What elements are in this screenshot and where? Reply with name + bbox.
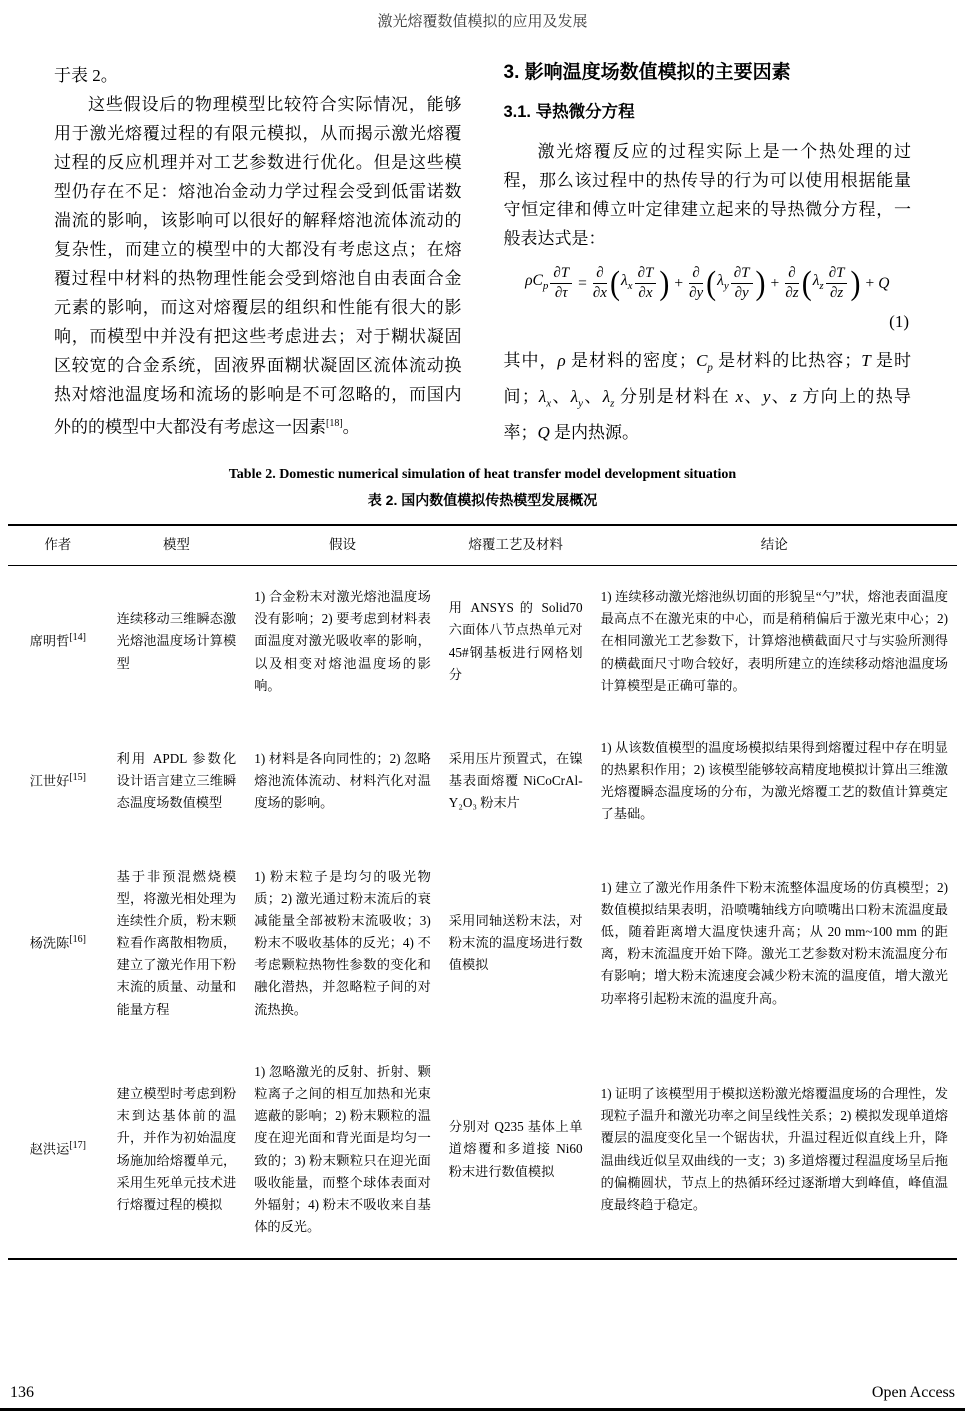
fraction: $\frac{\partial}{\partial z}$ (785, 265, 799, 302)
model-cell: 基于非预混燃烧模型，将激光相处理为连续性介质，粉末颗粒看作离散相物质，建立了激光作用下粉末流的质量、动量和能量方程 (116, 868, 237, 1017)
conclusion-cell: 1) 证明了该模型用于模拟送粉激光熔覆温度场的合理性，发现粒子温升和激光功率之间呈线性关系；2) 模拟发现单道熔覆层的温度变化呈一个锯齿状，升温过程近似直线上升，降温曲线近似呈双曲线的一支；3) 多道熔覆过程温度场呈后拖的偏椭圆状，节点上的热循环经过逐渐增大到峰值，峰值温度最终趋于稳定。 (600, 1086, 948, 1212)
model-cell: 建立模型时考虑到粉末到达基体前的温升，并作为初始温度场施加给熔覆单元，采用生死单元技术进行熔覆过程的模拟 (116, 1086, 237, 1212)
footer-rule (0, 1408, 965, 1414)
process-cell: 采用压片预置式，在镍基表面熔覆 NiCoCrAl-Y₂O₃ 粉末片 (448, 751, 583, 811)
col-header-author: 作者 (8, 525, 108, 565)
right-paren: ) (659, 264, 670, 302)
paragraph: 这些假设后的物理模型比较符合实际情况，能够用于激光熔覆过程的有限元模拟，从而揭示激光熔覆过程的反应机理并对工艺参数进行优化。但是这些模型仍存在不足：熔池冶金动力学过程会受到低雷诺数湍流的影响，该影响可以很好的解释熔池流体流动的复杂性，而建立的模型中的大都没有考虑这点；在熔覆过程中材料的热物理性能会受到熔池自由表面合金元素的影响，而这对熔覆层的组织和性能有很大的影响，而模型中并没有把这些考虑进去；对于糊状凝固区较宽的合金系统，固液界面糊状凝固区流体流动换热对熔池温度场和流场的影响是不可忽略的，而国内外的的模型中大都没有考虑这一因素[18]。 (54, 95, 462, 437)
fraction: $\frac{\partial}{\partial y}$ (689, 265, 704, 302)
citation-ref: [14] (69, 632, 86, 644)
results-table (8, 524, 957, 1260)
model-cell: 连续移动三维瞬态激光熔池温度场计算模型 (116, 611, 237, 671)
table-caption (54, 467, 911, 510)
left-paren: ( (706, 264, 717, 302)
fraction: $\frac{\partial T}{\partial y}$ (731, 265, 753, 303)
assumptions-cell: 1) 材料是各向同性的；2) 忽略熔池流体流动、材料汽化对温度场的影响。 (254, 751, 431, 811)
table-row (8, 1041, 957, 1259)
assumptions-cell: 1) 粉末粒子是均匀的吸光物质；2) 激光通过粉末流后的衰减能量全部被粉末流吸收；3) 粉末不吸收基体的反光；4) 不考虑颗粒热物性参数的变化和融化潜热，并忽略粒子间的对流热换。 (254, 868, 431, 1017)
left-column (54, 61, 462, 447)
table-row (8, 566, 957, 717)
citation-ref: [15] (69, 772, 86, 783)
col-header-assumptions: 假设 (245, 525, 440, 565)
table-section (0, 510, 965, 1260)
assumptions-cell: 1) 合金粉末对激光熔池温度场没有影响；2) 要考虑到材料表面温度对激光吸收率的影响，以及相变对熔池温度场的影响。 (254, 589, 431, 693)
right-paren: ) (755, 264, 766, 302)
section-title: 3. 影响温度场数值模拟的主要因素 (503, 62, 791, 83)
author-cell: 江世好[15] (29, 772, 86, 789)
fraction: $\frac{\partial T}{\partial\tau}$ (550, 265, 572, 303)
paragraph-continuation: 于表 2。 (54, 66, 118, 85)
right-column (504, 61, 912, 447)
citation-ref: [17] (69, 1140, 86, 1152)
right-paren: ) (850, 264, 861, 302)
main-content (0, 31, 965, 510)
citation-ref: [18] (326, 418, 343, 429)
col-header-model: 模型 (108, 525, 246, 565)
citation-ref: [16] (69, 933, 86, 945)
process-cell: 用 ANSYS 的 Solid70 六面体八节点热单元对45#钢基板进行网格划分 (448, 600, 583, 682)
subsection-title: 3.1. 导热微分方程 (503, 102, 635, 121)
author-cell: 席明哲[14] (29, 632, 86, 649)
col-header-process: 熔覆工艺及材料 (440, 525, 592, 565)
heat-equation: $\rho C_p$ $\frac{\partial T}{\partial\tau}$ = $\frac{\partial}{\partial x}$ ( $\lambda_x$ $\frac{\partial T}{\partial x}$ ) + $\frac{\partial}{\partial y}$ ( $\lambda_y$ $\frac{\partial T}{\partial y}$ ) + $\frac{\partial}{\partial z}$ ( $\lambda_z$ $\frac{\partial T}{\partial z}$ ) + Q (525, 264, 890, 302)
author-cell: 杨洗陈[16] (29, 933, 86, 951)
col-header-conclusion: 结论 (592, 525, 957, 565)
fraction: $\frac{\partial T}{\partial z}$ (826, 265, 848, 303)
table-caption-en: Table 2. Domestic numerical simulation of heat transfer model development situation (228, 467, 737, 483)
assumptions-cell: 1) 忽略激光的反射、折射、颗粒离子之间的相互加热和光束遮蔽的影响；2) 粉末颗粒的温度在迎光面和背光面是均匀一致的；3) 粉末颗粒只在迎光面吸收能量，而整个球体表面对外辐射；4) 粉末不吸收来自基体的反光。 (254, 1063, 431, 1235)
table-row (8, 717, 957, 846)
page-footer (0, 1384, 965, 1414)
table-caption-cn: 表 2. 国内数值模拟传热模型发展概况 (367, 492, 598, 509)
page-number: 136 (10, 1384, 34, 1401)
fraction: $\frac{\partial}{\partial x}$ (592, 265, 607, 302)
conclusion-cell: 1) 建立了激光作用条件下粉末流整体温度场的仿真模型；2) 数值模拟结果表明，沿喷嘴轴线方向喷嘴出口粉末流温度最低，随着距离增大温度快速升高；从 20 mm~100 mm 的距离，粉末流温度开始下降。激光工艺参数对粉末流温度分布有影响；增大粉末流速度会减少粉末流的温度值，增大激光功率将引起粉末流的温度升高。 (600, 879, 948, 1006)
left-paren: ( (609, 264, 620, 302)
process-cell: 采用同轴送粉末法，对粉末流的温度场进行数值模拟 (448, 912, 583, 973)
fraction: $\frac{\partial T}{\partial x}$ (635, 265, 657, 303)
table-header-row (8, 525, 957, 565)
left-paren: ( (801, 264, 812, 302)
conclusion-cell: 1) 连续移动激光熔池纵切面的形貌呈“勺”状，熔池表面温度最高点不在激光束的中心，而是稍稍偏后于激光束中心；2) 在相同激光工艺参数下，计算熔池横截面尺寸与实验所测得的横截面尺寸吻合较好，表明所建立的连续移动熔池温度场计算模型是正确可靠的。 (600, 589, 948, 693)
running-head: 激光熔覆数值模拟的应用及发展 (377, 14, 588, 30)
model-cell: 利用 APDL 参数化设计语言建立三维瞬态温度场数值模型 (116, 751, 237, 811)
author-cell: 赵洪运[17] (29, 1140, 86, 1157)
open-access-label: Open Access (871, 1384, 955, 1401)
paragraph: 激光熔覆反应的过程实际上是一个热处理的过程，那么该过程中的热传导的行为可以使用根据能量守恒定律和傅立叶定律建立起来的导热微分方程，一般表达式是： (503, 142, 911, 249)
equation-number: (1) (889, 311, 909, 331)
conclusion-cell: 1) 从该数值模型的温度场模拟结果得到熔覆过程中存在明显的热累积作用；2) 该模型能够较高精度地模拟计算出三维激光熔覆瞬态温度场的分布，为激光熔覆工艺的数值计算奠定了基础。 (600, 739, 948, 822)
equation-explanation: 其中，ρ 是材料的密度；$C_p$ 是材料的比热容；T 是时间；$\lambda_x$、$\lambda_y$、$\lambda_z$ 分别是材料在 x、y、z 方向上的热导率；Q 是内热源。 (503, 350, 912, 443)
process-cell: 分别对 Q235 基体上单道熔覆和多道接 Ni60 粉末进行数值模拟 (448, 1119, 583, 1179)
table-row (8, 846, 957, 1041)
